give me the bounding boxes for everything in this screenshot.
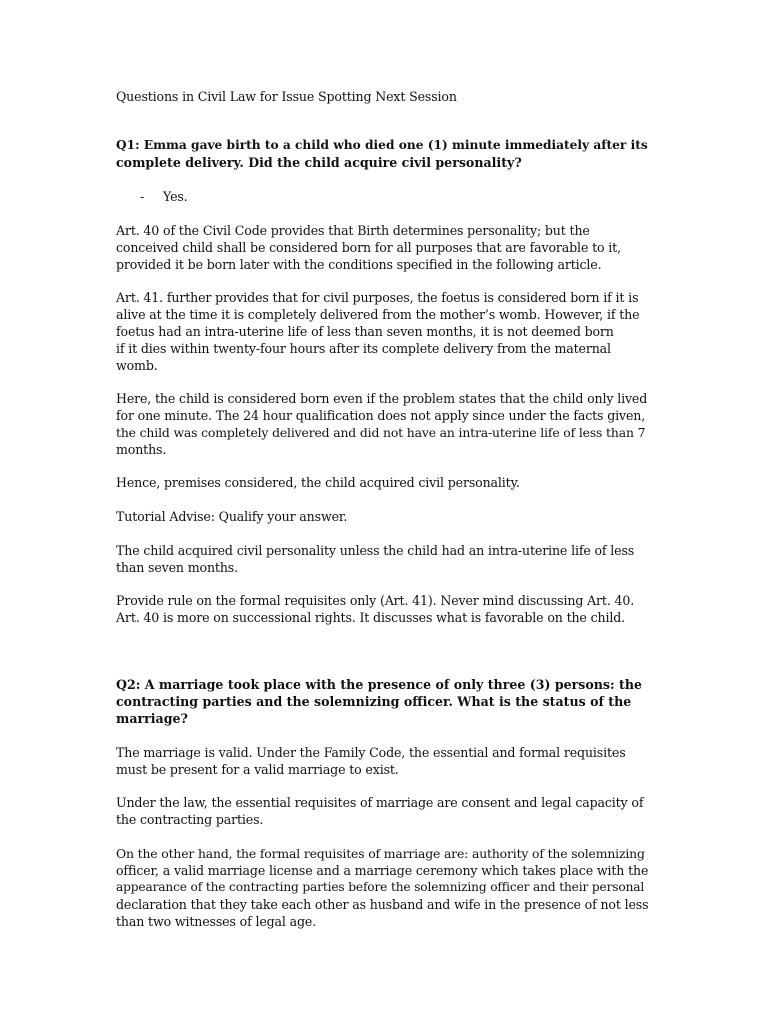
q1-title-line-2: complete delivery. Did the child acquire civil personality? — [116, 155, 522, 170]
q1-p2-line-1: Art. 41. further provides that for civil purposes, the foetus is considered born if it is — [116, 290, 639, 305]
q2-p3-line-5: than two witnesses of legal age. — [116, 914, 317, 929]
bullet-mark: - — [140, 189, 145, 204]
q1-p2-line-4: if it dies within twenty-four hours after its complete delivery from the maternal — [116, 341, 611, 356]
q1-p1-line-1: Art. 40 of the Civil Code provides that Birth determines personality; but the — [116, 223, 590, 238]
q2-title-text-2: contracting parties and the solemnizing officer. What is the status of the — [116, 694, 632, 709]
q1-p7-line-1: Provide rule on the formal requisites only (Art. 41). Never mind discussing Art. 40. — [116, 593, 635, 608]
q2-p1-line-2: must be present for a valid marriage to exist. — [116, 762, 399, 777]
q1-p6-line-1: The child acquired civil personality unless the child had an intra-uterine life of less — [116, 543, 635, 558]
q1-p2-line-5: womb. — [116, 358, 158, 373]
q1-title-line-1 — [116, 137, 652, 154]
q2-title-text-1: Q2: A marriage took place with the presence of only three (3) persons: the — [116, 677, 643, 692]
q2-p3-line-3: appearance of the contracting parties before the solemnizing officer and their personal — [116, 880, 645, 894]
q2-p2-line-1: Under the law, the essential requisites of marriage are consent and legal capacity of — [116, 795, 644, 810]
q2-title-line-1 — [116, 676, 652, 693]
q2-p3-line-1: On the other hand, the formal requisites of marriage are: authority of the solemnizing — [116, 846, 645, 861]
q1-title-text-1: Q1: Emma gave birth to a child who died one (1) minute immediately after its — [116, 138, 648, 152]
q1-p1-line-2: conceived child shall be considered born for all purposes that are favorable to it, — [116, 240, 621, 255]
q1-p3-line-4: months. — [116, 442, 167, 457]
q2-p1-line-1: The marriage is valid. Under the Family Code, the essential and formal requisites — [116, 745, 626, 760]
q1-p2-line-2: alive at the time it is completely delivered from the mother’s womb. However, if the — [116, 307, 640, 322]
q2-p2-line-2: the contracting parties. — [116, 812, 264, 827]
q2-title-line-3: marriage? — [116, 711, 188, 726]
q1-p3-line-2: for one minute. The 24 hour qualification does not apply since under the facts given, — [116, 408, 646, 423]
q1-p1-line-3: provided it be born later with the conditions specified in the following article. — [116, 257, 602, 272]
document-heading: Questions in Civil Law for Issue Spotting Next Session — [116, 89, 457, 104]
q2-p3-line-4: declaration that they take each other as husband and wife in the presence of not less — [116, 897, 649, 912]
q2-p3-line-2: officer, a valid marriage license and a marriage ceremony which takes place with the — [116, 863, 649, 878]
q1-p3-line-3: the child was completely delivered and did not have an intra-uterine life of less than 7 — [116, 425, 646, 440]
bullet-answer: Yes. — [163, 189, 188, 204]
q1-p4: Hence, premises considered, the child acquired civil personality. — [116, 475, 520, 490]
q1-p6-line-2: than seven months. — [116, 560, 238, 575]
q2-title-line-2 — [116, 693, 652, 710]
q1-p7-line-2: Art. 40 is more on successional rights. It discusses what is favorable on the child. — [116, 610, 625, 625]
q1-p2-line-3: foetus had an intra-uterine life of less than seven months, it is not deemed born — [116, 324, 614, 339]
q1-tutorial-advise: Tutorial Advise: Qualify your answer. — [116, 509, 348, 524]
q1-p3-line-1: Here, the child is considered born even if the problem states that the child only lived — [116, 391, 648, 406]
